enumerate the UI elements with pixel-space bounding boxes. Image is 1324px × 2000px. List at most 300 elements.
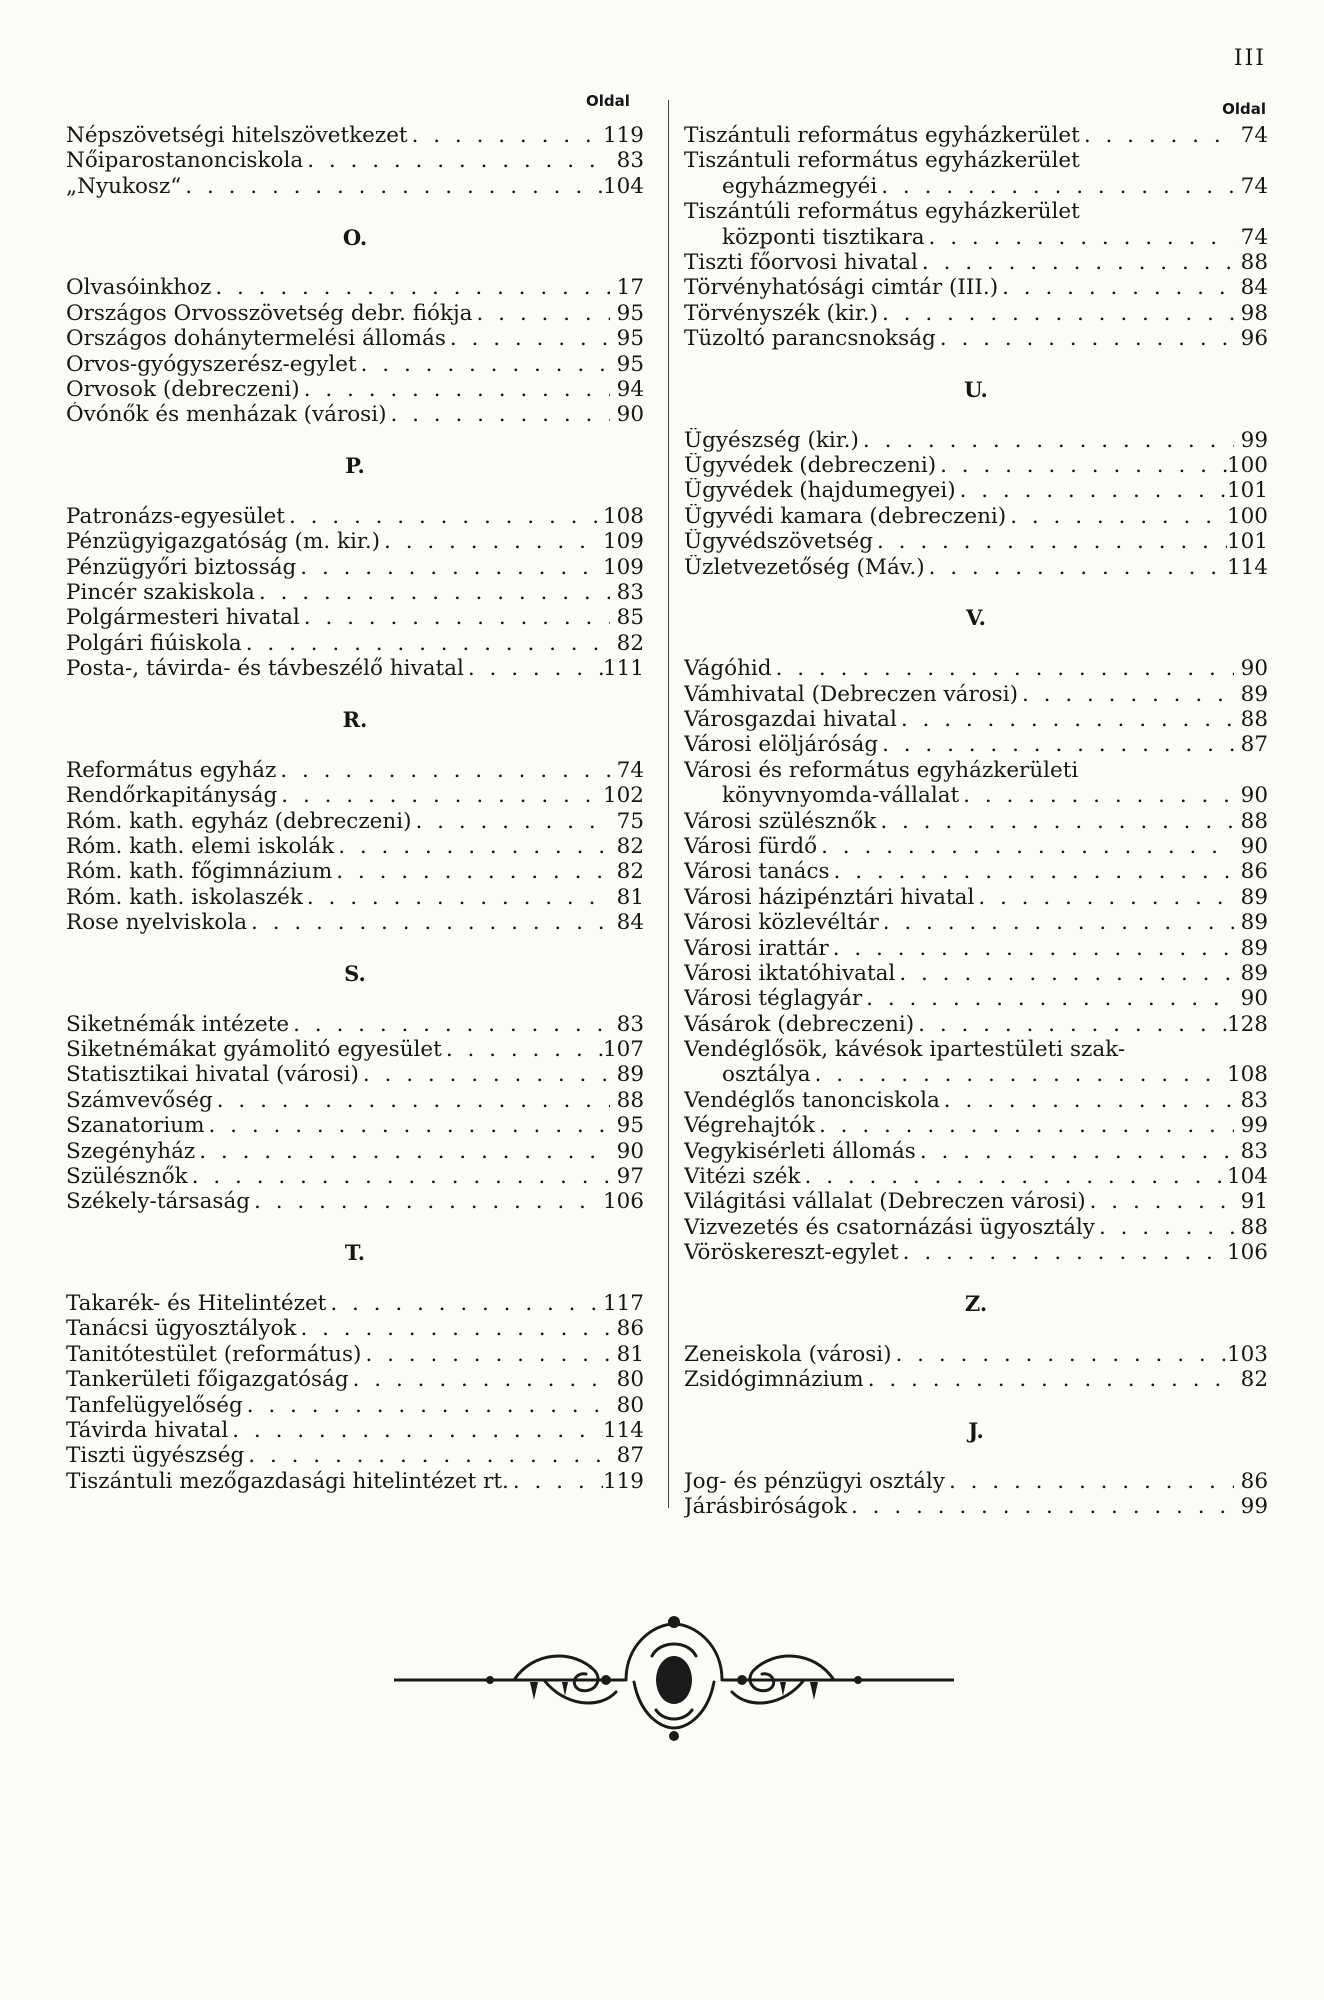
dot-leader <box>925 225 1234 250</box>
entry-page-number: 106 <box>602 1189 644 1215</box>
entry-page-number: 91 <box>1240 1189 1268 1215</box>
entry-label: Zeneiskola (városi) <box>684 1341 892 1367</box>
entry-label: Siketnémákat gyámolitó egyesület <box>66 1037 442 1063</box>
entry-page-number: 84 <box>616 910 644 936</box>
index-entry-penzugyori-biztossag <box>66 555 644 580</box>
dot-leader <box>1095 1215 1234 1240</box>
index-entry-torvenyhatosagi-cimtar-iii <box>684 275 1268 300</box>
index-entry-varosi-eloljarosag <box>684 732 1268 757</box>
entry-page-number: 98 <box>1240 300 1268 326</box>
column-header-left: Oldal <box>586 92 630 110</box>
dot-leader <box>300 605 610 630</box>
entry-page-number: 119 <box>602 1468 644 1494</box>
dot-leader <box>895 961 1234 986</box>
decorative-ornament <box>394 1610 954 1750</box>
entry-label: Siketnémák intézete <box>66 1011 290 1037</box>
entry-label: Városi irattár <box>684 935 829 961</box>
dot-leader <box>945 1469 1234 1494</box>
entry-page-number: 84 <box>1240 275 1268 301</box>
dot-leader <box>326 1291 603 1316</box>
dot-leader <box>276 758 610 783</box>
index-entry-vendeglosok-kavesok-ipartestuleti-szak <box>684 1037 1268 1062</box>
entry-label: Szanatorium <box>66 1113 205 1139</box>
entry-label: Székely-társaság <box>66 1189 251 1215</box>
dot-leader <box>862 986 1234 1011</box>
index-entry-orszagos-orvosszovetseg-debr-fiokja <box>66 301 644 326</box>
index-entry-zsidogimnazium <box>684 1367 1268 1392</box>
dot-leader <box>357 352 610 377</box>
dot-leader <box>303 148 610 173</box>
entry-page-number: 109 <box>602 529 644 555</box>
dot-leader <box>464 656 603 681</box>
entry-page-number: 114 <box>1226 554 1268 580</box>
entry-label: Polgármesteri hivatal <box>66 605 300 631</box>
section-letter: U. <box>964 376 988 402</box>
entry-page-number: 90 <box>1240 656 1268 682</box>
index-entry-tuzolto-parancsnoksag <box>684 326 1268 351</box>
entry-label: Nőiparostanonciskola <box>66 148 304 174</box>
index-entry-polgari-fiuiskola <box>66 631 644 656</box>
index-entry-osztalya <box>684 1062 1268 1087</box>
dot-leader <box>228 1418 603 1443</box>
entry-label: Zsidógimnázium <box>684 1367 864 1393</box>
index-entry-jarasbirosagok <box>684 1494 1268 1519</box>
dot-leader <box>877 174 1234 199</box>
dot-leader <box>188 1164 610 1189</box>
dot-leader <box>873 529 1227 554</box>
index-entry-varosi-es-reformatus-egyhazkeruleti <box>684 758 1268 783</box>
dot-leader <box>242 631 610 656</box>
entry-label: Városi házipénztári hivatal <box>684 884 975 910</box>
dot-leader <box>998 275 1234 300</box>
entry-label: Vendéglősök, kávésok ipartestületi szak- <box>684 1037 1126 1063</box>
section-letter: Z. <box>964 1290 988 1316</box>
dot-leader <box>289 1012 610 1037</box>
entry-page-number: 108 <box>1226 1062 1268 1088</box>
entry-label: Városi szülésznők <box>684 808 877 834</box>
index-entry-varosi-furdo <box>684 834 1268 859</box>
entry-page-number: 100 <box>1226 503 1268 529</box>
index-entry-noiparostanonciskola <box>66 148 644 173</box>
index-entry-jog-es-penzugyi-osztaly <box>684 1469 1268 1494</box>
entry-label: Ügyvédi kamara (debreczeni) <box>684 503 1007 529</box>
index-entry-vasarok-debreczeni <box>684 1012 1268 1037</box>
entry-label: Orvos-gyógyszerész-egylet <box>66 351 357 377</box>
entry-label: Városi közlevéltár <box>684 910 879 936</box>
entry-page-number: 104 <box>602 173 644 199</box>
dot-leader <box>334 834 610 859</box>
entry-page-number: 74 <box>1240 123 1268 148</box>
entry-label: „Nyukosz“ <box>66 173 182 199</box>
entry-label: Tanácsi ügyosztályok <box>66 1316 297 1342</box>
entry-page-number: 107 <box>602 1037 644 1063</box>
dot-leader <box>892 1342 1227 1367</box>
entry-label: Patronázs-egyesület <box>66 503 285 529</box>
index-entry-orszagos-dohanytermelesi-allomas <box>66 326 644 351</box>
entry-label: Városi iktatóhivatal <box>684 960 896 986</box>
entry-label: Számvevőség <box>66 1087 213 1113</box>
entry-page-number: 109 <box>602 554 644 580</box>
index-entry-varosi-iktatohivatal <box>684 961 1268 986</box>
entry-page-number: 99 <box>1240 1113 1268 1139</box>
dot-leader <box>442 1037 603 1062</box>
entry-label: központi tisztikara <box>722 224 925 250</box>
entry-label: könyvnyomda-vállalat <box>722 783 960 809</box>
column-divider <box>668 100 669 1508</box>
entry-label: Takarék- és Hitelintézet <box>66 1290 327 1316</box>
entry-page-number: 87 <box>1240 732 1268 758</box>
entry-page-number: 83 <box>1240 1087 1268 1113</box>
entry-label: Róm. kath. iskolaszék <box>66 884 303 910</box>
dot-leader <box>897 707 1234 732</box>
dot-leader <box>772 656 1234 681</box>
entry-page-number: 74 <box>1240 224 1268 250</box>
index-column-left <box>66 123 644 1494</box>
index-entry-szanatorium <box>66 1113 644 1138</box>
entry-label: Jog- és pénzügyi osztály <box>684 1468 945 1494</box>
index-entry-szekely-tarsasag <box>66 1189 644 1214</box>
dot-leader <box>801 1164 1227 1189</box>
dot-leader <box>446 326 610 351</box>
dot-leader <box>830 859 1234 884</box>
entry-page-number: 100 <box>1226 453 1268 479</box>
index-entry-statisztikai-hivatal-varosi <box>66 1062 644 1087</box>
entry-label: Tiszti főorvosi hivatal <box>684 249 918 275</box>
dot-leader <box>1080 123 1234 148</box>
dot-leader <box>213 1088 610 1113</box>
dot-leader <box>817 834 1234 859</box>
entry-label: Vöröskereszt-egylet <box>684 1240 899 1266</box>
index-entry-posta-tavirda-es-tavbeszelo-hivatal <box>66 656 644 681</box>
index-entry-vizvezetes-es-csatornazasi-ugyosztaly <box>684 1215 1268 1240</box>
dot-leader <box>243 1393 610 1418</box>
entry-label: Tiszántuli református egyházkerület <box>684 123 1080 148</box>
entry-page-number: 83 <box>616 1011 644 1037</box>
dot-leader <box>509 1469 603 1494</box>
dot-leader <box>255 580 610 605</box>
entry-page-number: 128 <box>1226 1011 1268 1037</box>
index-entry-patronazs-egyesulet <box>66 504 644 529</box>
index-entry-varosgazdai-hivatal <box>684 707 1268 732</box>
entry-page-number: 89 <box>1240 960 1268 986</box>
entry-page-number: 88 <box>1240 1214 1268 1240</box>
entry-label: Ügyészség (kir.) <box>684 427 859 453</box>
entry-label: Posta-, távirda- és távbeszélő hivatal <box>66 656 464 682</box>
dot-leader <box>1018 682 1234 707</box>
entry-page-number: 119 <box>602 123 644 148</box>
page-number: III <box>1233 46 1266 71</box>
entry-label: Rose nyelviskola <box>66 910 248 936</box>
entry-label: Vitézi szék <box>684 1164 801 1190</box>
entry-label: Városi téglagyár <box>684 986 863 1012</box>
dot-leader <box>386 402 610 427</box>
dot-leader <box>864 1367 1234 1392</box>
dot-leader <box>916 1139 1234 1164</box>
entry-label: Szegényház <box>66 1138 196 1164</box>
dot-leader <box>829 936 1234 961</box>
section-letter: R. <box>342 706 368 732</box>
entry-page-number: 94 <box>616 376 644 402</box>
entry-label: Polgári fiúiskola <box>66 630 242 656</box>
dot-leader <box>859 428 1234 453</box>
entry-label: Pincér szakiskola <box>66 580 255 606</box>
dot-leader <box>876 809 1234 834</box>
entry-page-number: 95 <box>616 300 644 326</box>
dot-leader <box>878 732 1234 757</box>
index-entry-voroskereszt-egylet <box>684 1240 1268 1265</box>
dot-leader <box>296 555 603 580</box>
dot-leader <box>303 885 610 910</box>
index-entry-tiszti-ugyeszseg <box>66 1443 644 1468</box>
index-entry-ugyvedek-debreczeni <box>684 453 1268 478</box>
entry-page-number: 88 <box>1240 249 1268 275</box>
entry-page-number: 101 <box>1226 529 1268 555</box>
dot-leader <box>412 809 611 834</box>
entry-page-number: 89 <box>1240 935 1268 961</box>
entry-page-number: 95 <box>616 351 644 377</box>
dot-leader <box>250 1189 603 1214</box>
entry-page-number: 82 <box>616 859 644 885</box>
index-entry-nyukosz <box>66 174 644 199</box>
entry-label: Tüzoltó parancsnokság <box>684 326 936 352</box>
dot-leader <box>361 1342 610 1367</box>
index-entry-tanfelugyeloseg <box>66 1393 644 1418</box>
dot-leader <box>899 1240 1227 1265</box>
entry-page-number: 86 <box>1240 859 1268 885</box>
dot-leader <box>847 1494 1234 1519</box>
index-entry-kozponti-tisztikara <box>684 225 1268 250</box>
entry-page-number: 101 <box>1226 478 1268 504</box>
entry-label: Népszövetségi hitelszövetkezet <box>66 123 408 148</box>
index-entry-vendeglos-tanonciskola <box>684 1088 1268 1113</box>
entry-page-number: 83 <box>616 148 644 174</box>
index-entry-tiszantuli-reformatus-egyhazkerulet <box>684 148 1268 173</box>
entry-label: Óvónők és menházak (városi) <box>66 402 387 428</box>
entry-label: Vendéglős tanonciskola <box>684 1087 940 1113</box>
entry-label: Református egyház <box>66 757 277 783</box>
entry-page-number: 95 <box>616 326 644 352</box>
index-entry-rom-kath-elemi-iskolak <box>66 834 644 859</box>
entry-page-number: 106 <box>1226 1240 1268 1266</box>
dot-leader <box>959 783 1234 808</box>
entry-page-number: 83 <box>1240 1138 1268 1164</box>
dot-leader <box>359 1062 610 1087</box>
index-entry-uzletvezetoseg-mav <box>684 555 1268 580</box>
entry-page-number: 95 <box>616 1113 644 1139</box>
entry-page-number: 89 <box>1240 681 1268 707</box>
entry-page-number: 88 <box>616 1087 644 1113</box>
dot-leader <box>936 453 1227 478</box>
index-entry-szulesznok <box>66 1164 644 1189</box>
entry-label: Olvasóinkhoz <box>66 275 212 301</box>
entry-page-number: 108 <box>602 503 644 529</box>
entry-label: Ügyvédek (debreczeni) <box>684 453 937 479</box>
entry-page-number: 97 <box>616 1164 644 1190</box>
index-entry-ugyvedek-hajdumegyei <box>684 478 1268 503</box>
entry-label: Orvosok (debreczeni) <box>66 376 300 402</box>
entry-page-number: 103 <box>1226 1341 1268 1367</box>
index-entry-reformatus-egyhaz <box>66 758 644 783</box>
entry-page-number: 82 <box>1240 1367 1268 1393</box>
entry-label: Távirda hivatal <box>66 1417 229 1443</box>
section-letter: S. <box>344 960 366 986</box>
index-entry-torvenyszek-kir <box>684 301 1268 326</box>
dot-leader <box>296 1316 610 1341</box>
dot-leader <box>285 504 603 529</box>
entry-page-number: 86 <box>1240 1468 1268 1494</box>
entry-page-number: 89 <box>1240 910 1268 936</box>
index-entry-ugyeszseg-kir <box>684 428 1268 453</box>
index-entry-vamhivatal-debreczen-varosi <box>684 682 1268 707</box>
index-entry-konyvnyomda-vallalat <box>684 783 1268 808</box>
index-entry-zeneiskola-varosi <box>684 1342 1268 1367</box>
entry-label: Róm. kath. egyház (debreczeni) <box>66 808 412 834</box>
index-entry-nepszovetsegi-hitelszovetkezet <box>66 123 644 148</box>
entry-label: Vizvezetés és csatornázási ügyosztály <box>684 1214 1095 1240</box>
dot-leader <box>380 529 603 554</box>
entry-label: Statisztikai hivatal (városi) <box>66 1062 359 1088</box>
entry-label: Üzletvezetőség (Máv.) <box>684 554 925 580</box>
entry-label: Szülésznők <box>66 1164 188 1190</box>
entry-label: Tiszántuli mezőgazdasági hitelintézet rt. <box>66 1468 509 1494</box>
index-entry-penzugyigazgatosag-m-kir <box>66 529 644 554</box>
entry-label: Törvényszék (kir.) <box>684 300 878 326</box>
entry-label: Vásárok (debreczeni) <box>684 1011 915 1037</box>
entry-label: Pénzügyigazgatóság (m. kir.) <box>66 529 381 555</box>
entry-page-number: 90 <box>616 402 644 428</box>
index-entry-tanitotestulet-reformatus <box>66 1342 644 1367</box>
entry-label: Végrehajtók <box>684 1113 815 1139</box>
entry-label: Járásbiróságok <box>684 1494 848 1520</box>
entry-page-number: 86 <box>616 1316 644 1342</box>
index-entry-egyhazmegyei <box>684 174 1268 199</box>
entry-label: Róm. kath. főgimnázium <box>66 859 333 885</box>
index-entry-orvos-gyogyszeresz-egylet <box>66 352 644 377</box>
entry-label: Tiszti ügyészség <box>66 1443 245 1469</box>
dot-leader <box>181 174 603 199</box>
entry-page-number: 81 <box>616 884 644 910</box>
entry-label: Városgazdai hivatal <box>684 706 897 732</box>
entry-label: Vágóhid <box>684 656 772 682</box>
index-entry-rendorkapitanysag <box>66 783 644 808</box>
entry-page-number: 88 <box>1240 808 1268 834</box>
dot-leader <box>300 377 610 402</box>
index-entry-ugyvedi-kamara-debreczeni <box>684 504 1268 529</box>
index-entry-varosi-szulesznok <box>684 809 1268 834</box>
index-entry-siketnemak-intezete <box>66 1012 644 1037</box>
entry-label: Törvényhatósági cimtár (III.) <box>684 275 999 301</box>
entry-label: Városi tanács <box>684 859 830 885</box>
entry-page-number: 88 <box>1240 706 1268 732</box>
dot-leader <box>349 1367 610 1392</box>
dot-leader <box>974 885 1234 910</box>
entry-label: Ügyvédek (hajdumegyei) <box>684 478 956 504</box>
section-letter: J. <box>968 1417 984 1443</box>
index-entry-vegrehajtok <box>684 1113 1268 1138</box>
index-entry-vilagitasi-vallalat-debreczen-varosi <box>684 1189 1268 1214</box>
dot-leader <box>879 910 1234 935</box>
index-entry-siketnemakat-gyamolito-egyesulet <box>66 1037 644 1062</box>
entry-page-number: 80 <box>616 1367 644 1393</box>
entry-page-number: 90 <box>1240 783 1268 809</box>
dot-leader <box>815 1113 1234 1138</box>
entry-page-number: 87 <box>616 1443 644 1469</box>
entry-label: osztálya <box>722 1062 811 1088</box>
dot-leader <box>277 783 603 808</box>
dot-leader <box>918 250 1234 275</box>
entry-label: egyházmegyéi <box>722 173 878 199</box>
index-entry-olvasoinkhoz <box>66 275 644 300</box>
dot-leader <box>1006 504 1227 529</box>
dot-leader <box>940 1088 1234 1113</box>
index-entry-rom-kath-fogimnazium <box>66 859 644 884</box>
entry-label: Városi fürdő <box>684 833 818 859</box>
section-letter: V. <box>966 605 986 631</box>
entry-label: Rendőrkapitányság <box>66 783 278 809</box>
dot-leader <box>878 301 1234 326</box>
index-entry-tavirda-hivatal <box>66 1418 644 1443</box>
entry-page-number: 90 <box>616 1138 644 1164</box>
entry-page-number: 75 <box>616 808 644 834</box>
index-entry-varosi-tanacs <box>684 859 1268 884</box>
index-entry-szegenyhaz <box>66 1139 644 1164</box>
entry-page-number: 82 <box>616 833 644 859</box>
index-entry-ovonok-es-menhazak-varosi <box>66 402 644 427</box>
entry-page-number: 90 <box>1240 833 1268 859</box>
entry-label: Városi elöljáróság <box>684 732 879 758</box>
entry-label: Világitási vállalat (Debreczen városi) <box>684 1189 1086 1215</box>
entry-label: Tiszántúli református egyházkerület <box>684 199 1080 225</box>
index-entry-vegykiserleti-allomas <box>684 1139 1268 1164</box>
dot-leader <box>914 1012 1227 1037</box>
entry-page-number: 90 <box>1240 986 1268 1012</box>
index-entry-rose-nyelviskola <box>66 910 644 935</box>
entry-page-number: 81 <box>616 1341 644 1367</box>
index-entry-tiszantuli-reformatus-egyhazkerulet <box>684 199 1268 224</box>
entry-page-number: 17 <box>616 275 644 301</box>
index-entry-tiszantuli-reformatus-egyhazkerulet <box>684 123 1268 148</box>
entry-label: Pénzügyőri biztosság <box>66 554 297 580</box>
entry-page-number: 80 <box>616 1392 644 1418</box>
entry-label: Róm. kath. elemi iskolák <box>66 833 335 859</box>
index-entry-rom-kath-egyhaz-debreczeni <box>66 809 644 834</box>
dot-leader <box>195 1139 610 1164</box>
entry-page-number: 104 <box>1226 1164 1268 1190</box>
index-entry-tankeruleti-foigazgatosag <box>66 1367 644 1392</box>
index-entry-orvosok-debreczeni <box>66 377 644 402</box>
section-letter: T. <box>344 1240 366 1266</box>
entry-page-number: 99 <box>1240 1494 1268 1520</box>
entry-label: Országos dohánytermelési állomás <box>66 326 446 352</box>
entry-page-number: 89 <box>616 1062 644 1088</box>
index-entry-polgarmesteri-hivatal <box>66 605 644 630</box>
section-letter: O. <box>342 224 368 250</box>
entry-page-number: 111 <box>602 656 644 682</box>
entry-page-number: 117 <box>602 1290 644 1316</box>
entry-label: Tanfelügyelőség <box>66 1392 243 1418</box>
index-entry-szamvevoseg <box>66 1088 644 1113</box>
index-entry-ugyvedszovetseg <box>684 529 1268 554</box>
entry-label: Ügyvédszövetség <box>684 529 873 555</box>
index-column-right <box>684 123 1268 1519</box>
dot-leader <box>205 1113 610 1138</box>
index-entry-varosi-hazipenztari-hivatal <box>684 885 1268 910</box>
entry-label: Tiszántuli református egyházkerület <box>684 148 1080 174</box>
dot-leader <box>472 301 610 326</box>
dot-leader <box>1086 1189 1234 1214</box>
index-entry-vitezi-szek <box>684 1164 1268 1189</box>
entry-page-number: 74 <box>1240 173 1268 199</box>
